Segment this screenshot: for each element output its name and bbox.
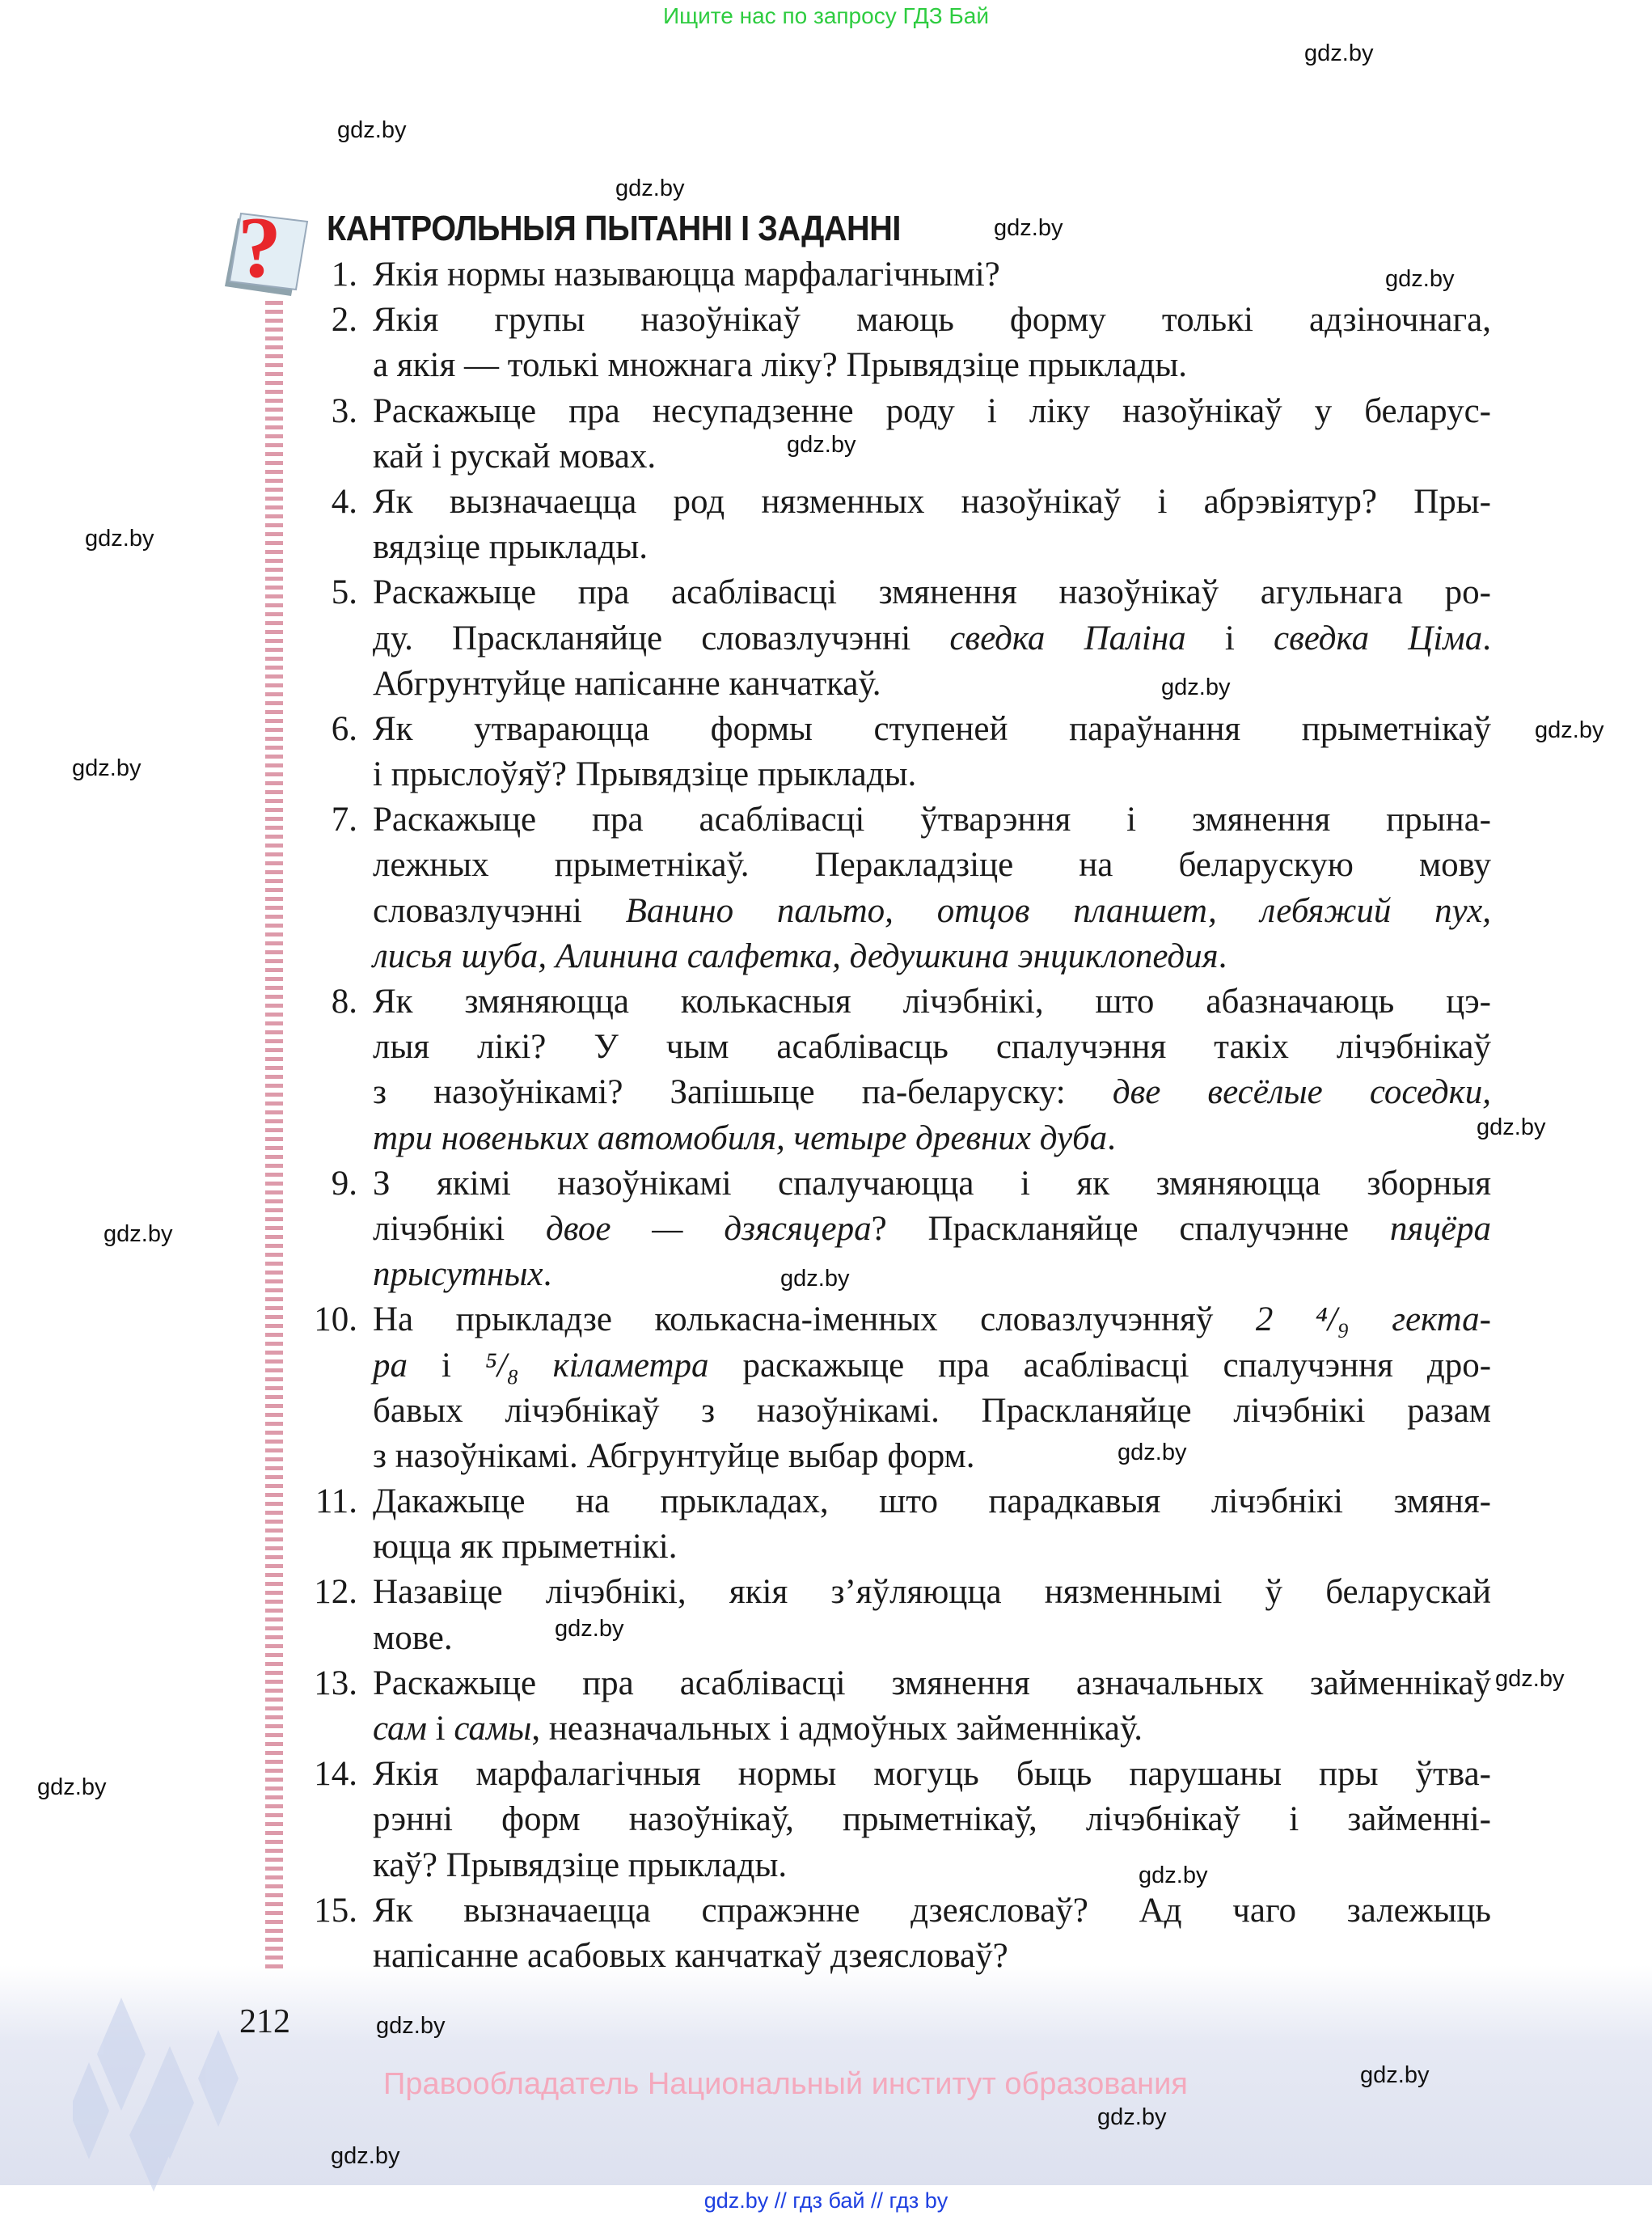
italic-example-text: самы — [454, 1710, 532, 1748]
question-line — [373, 1524, 1491, 1570]
margin-ruler — [265, 301, 283, 1973]
question-line — [373, 662, 1491, 707]
question-line — [373, 1616, 1491, 1661]
question-line — [373, 1570, 1491, 1615]
question-number: 10. — [314, 1300, 357, 1339]
question-text: і — [1185, 619, 1274, 657]
question-line — [373, 797, 1491, 843]
question-text: На прыкладзе колькасна-іменных словазлучэнняў — [373, 1300, 1256, 1339]
italic-example-text: ра — [373, 1346, 408, 1385]
question-line — [373, 525, 1491, 570]
question-item — [291, 979, 1491, 1161]
question-item — [291, 1297, 1491, 1479]
question-number: 2. — [331, 301, 357, 340]
copyright-notice: Правообладатель Национальный институт образования — [383, 2067, 1188, 2101]
question-item — [291, 1161, 1491, 1298]
question-text: . — [1482, 619, 1491, 657]
question-text: Раскажыце пра асаблівасці змянення назоўнікаў агульнага ро- — [373, 573, 1491, 612]
question-number: 8. — [331, 983, 357, 1021]
question-line — [373, 1070, 1491, 1115]
question-text: ? Праскланяйце спалучэнне — [871, 1209, 1390, 1248]
question-number: 5. — [331, 573, 357, 612]
question-text: Якія нормы называюцца марфалагічнымі? — [373, 256, 1000, 294]
question-line — [373, 752, 1491, 797]
question-line — [373, 434, 1491, 480]
italic-example-text: две весёлые соседки, — [1112, 1073, 1491, 1112]
page-number: 212 — [239, 2003, 290, 2040]
question-line — [373, 252, 1491, 298]
question-line — [373, 389, 1491, 434]
question-text: . — [1218, 937, 1227, 975]
question-number: 6. — [331, 709, 357, 748]
question-text: лічэбнікі — [373, 1209, 546, 1248]
watermark: gdz.by — [1118, 1440, 1187, 1465]
question-text: Як утвараюцца формы ступеней параўнання прыметнікаў — [373, 709, 1491, 748]
question-text: З якімі назоўнікамі спалучаюцца і як змяняюцца зборныя — [373, 1164, 1491, 1203]
question-text: з назоўнікамі. Абгрунтуйце выбар форм. — [373, 1436, 975, 1475]
italic-example-text: 2 ⁴/₉ гекта- — [1255, 1300, 1491, 1339]
watermark: gdz.by — [1495, 1666, 1565, 1692]
question-number: 13. — [314, 1664, 357, 1702]
question-text: Назавіце лічэбнікі, якія з’яўляюцца нязменнымі ў беларускай — [373, 1573, 1491, 1612]
question-text: вядзіце прыклады. — [373, 528, 649, 567]
question-text: Як вызначаецца род нязменных назоўнікаў і абрэвіятур? Пры- — [373, 482, 1491, 521]
question-text: юцца як прыметнікі. — [373, 1528, 678, 1567]
watermark: gdz.by — [331, 2143, 400, 2169]
search-hint: Ищите нас по запросу ГДЗ Бай — [662, 3, 990, 28]
section-heading: КАНТРОЛЬНЫЯ ПЫТАННІ І ЗАДАННІ — [327, 209, 901, 248]
question-line — [373, 1706, 1491, 1752]
question-text: . — [543, 1255, 552, 1294]
question-line — [373, 1297, 1491, 1342]
question-item — [291, 1752, 1491, 1888]
italic-example-text: Ванино пальто, отцов планшет, лебяжий пух, — [625, 891, 1491, 930]
italic-example-text: сведка Паліна — [949, 619, 1186, 657]
watermark: gdz.by — [1477, 1114, 1546, 1140]
question-text: Раскажыце пра асаблівасці ўтварэння і змянення прына- — [373, 801, 1491, 839]
watermark: gdz.by — [85, 526, 154, 552]
question-text: і прыслоўяў? Прывядзіце прыклады. — [373, 755, 917, 794]
question-number: 12. — [314, 1573, 357, 1612]
question-line — [373, 1843, 1491, 1888]
question-item — [291, 480, 1491, 570]
question-line — [373, 1434, 1491, 1479]
watermark: gdz.by — [555, 1616, 624, 1642]
question-line — [373, 889, 1491, 934]
question-text: раскажыце пра асаблівасці спалучэння дро- — [708, 1346, 1492, 1385]
question-text: бавых лічэбнікаў з назоўнікамі. Праскланяйце лічэбнікі разам — [373, 1391, 1491, 1430]
question-text: Як вызначаецца спражэнне дзеясловаў? Ад чаго залежыць — [373, 1891, 1491, 1930]
watermark: gdz.by — [376, 2013, 446, 2039]
question-item — [291, 1888, 1491, 1979]
decorative-diamonds — [73, 1998, 364, 2192]
italic-example-text: сам — [373, 1710, 427, 1748]
watermark: gdz.by — [1161, 674, 1231, 700]
question-text: Якія групы назоўнікаў маюць форму толькі адзіночнага, — [373, 301, 1491, 340]
question-text: лыя лікі? У чым асаблівасць спалучэння такіх лічэбнікаў — [373, 1028, 1491, 1067]
question-text: ду. Праскланяйце словазлучэнні — [373, 619, 950, 657]
watermark: gdz.by — [1304, 40, 1374, 66]
question-text: а якія — толькі множнага ліку? Прывядзіце прыклады. — [373, 346, 1187, 385]
italic-example-text: лисья шуба, Алинина салфетка, дедушкина энциклопедия — [373, 937, 1219, 975]
question-line — [373, 1207, 1491, 1252]
watermark: gdz.by — [104, 1221, 173, 1247]
question-line — [373, 934, 1491, 979]
question-line — [373, 480, 1491, 525]
question-text: з назоўнікамі? Запішыце па-беларуску: — [373, 1073, 1113, 1112]
question-text: і — [426, 1710, 454, 1748]
bottom-links[interactable]: gdz.by // гдз бай // гдз by — [703, 2188, 949, 2213]
question-text: лежных прыметнікаў. Перакладзіце на беларускую мову — [373, 846, 1491, 885]
question-text: рэнні форм назоўнікаў, прыметнікаў, лічэбнікаў і займенні- — [373, 1800, 1491, 1839]
question-line — [373, 1661, 1491, 1706]
question-text: Дакажыце на прыкладах, што парадкавыя лічэбнікі змяня- — [373, 1482, 1491, 1521]
question-number: 14. — [314, 1755, 357, 1794]
question-text: . — [1107, 1118, 1116, 1157]
question-text: Як змяняюцца колькасныя лічэбнікі, што абазначаюць цэ- — [373, 983, 1491, 1021]
italic-example-text: ⁵/₈ кіламетра — [484, 1346, 709, 1385]
italic-example-text: сведка Ціма — [1274, 619, 1483, 657]
question-line — [373, 616, 1491, 662]
question-item — [291, 797, 1491, 979]
watermark: gdz.by — [1097, 2104, 1167, 2130]
question-line — [373, 1161, 1491, 1207]
question-item — [291, 252, 1491, 298]
question-line — [373, 1025, 1491, 1070]
svg-text:?: ? — [238, 202, 281, 296]
questions-list — [291, 252, 1491, 1979]
question-number: 11. — [315, 1482, 357, 1521]
watermark: gdz.by — [780, 1266, 850, 1292]
question-number: 7. — [331, 801, 357, 839]
question-text: і — [408, 1346, 485, 1385]
watermark: gdz.by — [1385, 266, 1455, 292]
question-text: мове. — [373, 1618, 453, 1657]
question-item — [291, 707, 1491, 797]
question-text: Якія марфалагічныя нормы могуць быць парушаны пры ўтва- — [373, 1755, 1491, 1794]
question-line — [373, 707, 1491, 752]
question-item — [291, 389, 1491, 480]
watermark: gdz.by — [37, 1774, 107, 1800]
italic-example-text: пяцёра — [1389, 1209, 1491, 1248]
question-text: Абгрунтуйце напісанне канчаткаў. — [373, 664, 881, 703]
question-number: 15. — [314, 1891, 357, 1930]
question-text: Раскажыце пра асаблівасці змянення азначальных займеннікаў — [373, 1664, 1491, 1702]
question-number: 4. — [331, 482, 357, 521]
watermark: gdz.by — [72, 755, 142, 781]
watermark: gdz.by — [1535, 717, 1604, 743]
question-line — [373, 1389, 1491, 1434]
question-text: , неазначальных і адмоўных займеннікаў. — [531, 1710, 1143, 1748]
question-line — [373, 843, 1491, 888]
italic-example-text: три новеньких автомобиля, четыре древних дуба — [373, 1118, 1108, 1157]
question-line — [373, 1934, 1491, 1979]
question-number: 1. — [331, 256, 357, 294]
watermark: gdz.by — [1360, 2062, 1430, 2088]
question-line — [373, 1343, 1491, 1389]
question-line — [373, 298, 1491, 343]
question-item — [291, 298, 1491, 388]
question-line — [373, 1116, 1491, 1161]
question-text: Раскажыце пра несупадзенне роду і ліку назоўнікаў у беларус- — [373, 391, 1491, 430]
italic-example-text: прысутных — [373, 1255, 543, 1294]
watermark: gdz.by — [1139, 1862, 1208, 1888]
question-item — [291, 570, 1491, 707]
question-line — [373, 1252, 1491, 1297]
watermark: gdz.by — [787, 432, 856, 458]
question-line — [373, 979, 1491, 1025]
question-line — [373, 1797, 1491, 1842]
question-item — [291, 1479, 1491, 1570]
question-item — [291, 1661, 1491, 1752]
question-line — [373, 570, 1491, 615]
italic-example-text: двое — дзясяцера — [546, 1209, 872, 1248]
question-item — [291, 1570, 1491, 1660]
watermark: gdz.by — [994, 215, 1063, 241]
question-line — [373, 343, 1491, 388]
question-text: кай і рускай мовах. — [373, 437, 657, 476]
question-text: словазлучэнні — [373, 891, 626, 930]
question-line — [373, 1752, 1491, 1797]
question-line — [373, 1888, 1491, 1934]
question-text: напісанне асабовых канчаткаў дзеясловаў? — [373, 1936, 1008, 1975]
question-text: каў? Прывядзіце прыклады. — [373, 1846, 788, 1884]
question-number: 9. — [331, 1164, 357, 1203]
watermark: gdz.by — [615, 175, 685, 201]
question-line — [373, 1479, 1491, 1524]
question-number: 3. — [331, 391, 357, 430]
watermark: gdz.by — [337, 117, 407, 143]
